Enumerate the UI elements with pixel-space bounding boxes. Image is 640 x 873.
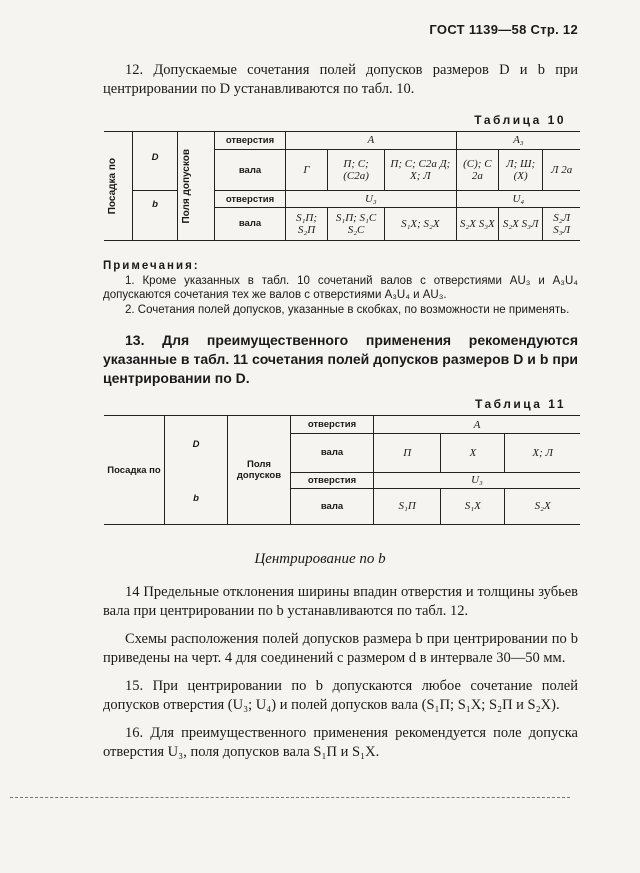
table-11-otv-1: отверстия <box>291 416 374 434</box>
table-10-r2-c1: S₁П; S₂П <box>286 207 328 240</box>
table-10 <box>104 131 580 241</box>
page-header: ГОСТ 1139—58 Стр. 12 <box>429 22 578 37</box>
table-10-val-1: вала <box>215 149 286 191</box>
table-10-row-d-label: D <box>133 132 178 191</box>
table-11-row-b-label: b <box>165 472 228 525</box>
table-11-col-a: A <box>374 416 581 434</box>
table-10-otv-2: отверстия <box>215 191 286 208</box>
table-10-r2-c2: S₁П; S₁С S₂С <box>328 207 385 240</box>
table-11-r1-c3: Х; Л <box>505 434 580 472</box>
note-2: 2. Сочетания полей допусков, указанные в скобках, по возможности не применять. <box>125 303 570 316</box>
table-11-posadka-header: Посадка по <box>104 416 165 525</box>
table-10-col-a: A <box>286 132 457 150</box>
table-10-r1-c2: П; С; (С2а) <box>328 149 385 191</box>
table-10-r2-c3: S₁Х; S₂Х <box>384 207 456 240</box>
paragraph-15: 15. При центрировании по b допускаются любое сочетание полей допусков отверстия (U₃; U₄) и полей допусков вала (S₁П; S₁Х; S₂П и S₂Х). <box>103 678 578 713</box>
paragraph-16: 16. Для преимущественного применения рекомендуется поле допуска отверстия U₃, поля допусков вала S₁П и S₁Х. <box>103 725 578 760</box>
table-10-r1-c3: П; С; С2а Д; Х; Л <box>384 149 456 191</box>
table-10-posadka-header: Посадка по <box>107 157 118 215</box>
table-11-r2-c1: S₁П <box>374 488 441 524</box>
table-10-polya-header: Поля допусков <box>181 148 192 224</box>
table-11-val-1: вала <box>291 434 374 472</box>
table-10-r1-c6: Л 2а <box>543 149 580 191</box>
paragraph-13: 13. Для преимущественного применения рекомендуются указанные в табл. 11 сочетания полей допусков размеров D и b при центрировании по D. <box>103 332 578 386</box>
table-10-r2-c6: S₂Л S₃Л <box>543 207 580 240</box>
table-11-r2-c3: S₂Х <box>505 488 580 524</box>
table-10-col-u4: U₄ <box>456 191 580 208</box>
table-10-row-b-label: b <box>133 191 178 241</box>
table-11-row-d-label: D <box>165 416 228 473</box>
page-bottom-divider <box>10 797 570 798</box>
table-10-r2-c5: S₂Х S₃Л <box>498 207 542 240</box>
table-11 <box>104 415 580 525</box>
table-11-r2-c2: S₁Х <box>441 488 505 524</box>
table-11-r1-c2: Х <box>441 434 505 472</box>
table-11-col-u3: U₃ <box>374 472 581 488</box>
table-10-r2-c4: S₂Х S₃Х <box>456 207 498 240</box>
paragraph-14b: Схемы расположения полей допусков размера b при центрировании по b приведены на черт. 4 для соединений с размером d в интервале 30—50 мм. <box>103 631 578 666</box>
table-11-title: Таблица 11 <box>474 397 566 411</box>
table-10-notes <box>103 259 578 317</box>
table-11-otv-2: отверстия <box>291 472 374 488</box>
table-10-col-u3: U₃ <box>286 191 457 208</box>
paragraph-14: 14 Предельные отклонения ширины впадин отверстия и толщины зубьев вала при центрировании по b устанавливаются по табл. 12. <box>103 584 578 619</box>
note-1: 1. Кроме указанных в табл. 10 сочетаний валов с отверстиями AU₃ и A₃U₄ допускаются сочетания тех же валов с отверстиями A₃U₄ и AU₃. <box>103 274 578 301</box>
table-11-val-2: вала <box>291 488 374 524</box>
table-10-val-2: вала <box>215 207 286 240</box>
table-10-col-a3: A₃ <box>456 132 580 150</box>
table-10-title: Таблица 10 <box>474 113 566 127</box>
table-10-otv-1: отверстия <box>215 132 286 150</box>
paragraph-12: 12. Допускаемые сочетания полей допусков размеров D и b при центрировании по D устанавливаются по табл. 10. <box>103 62 578 97</box>
section-heading: Центрирование по b <box>254 551 386 567</box>
table-11-r1-c1: П <box>374 434 441 472</box>
table-10-r1-c1: Г <box>286 149 328 191</box>
notes-title: Примечания: <box>103 260 200 272</box>
table-10-r1-c4: (С); С 2а <box>456 149 498 191</box>
table-10-r1-c5: Л; Ш; (Х) <box>498 149 542 191</box>
table-11-polya-header: Поля допусков <box>228 416 291 525</box>
